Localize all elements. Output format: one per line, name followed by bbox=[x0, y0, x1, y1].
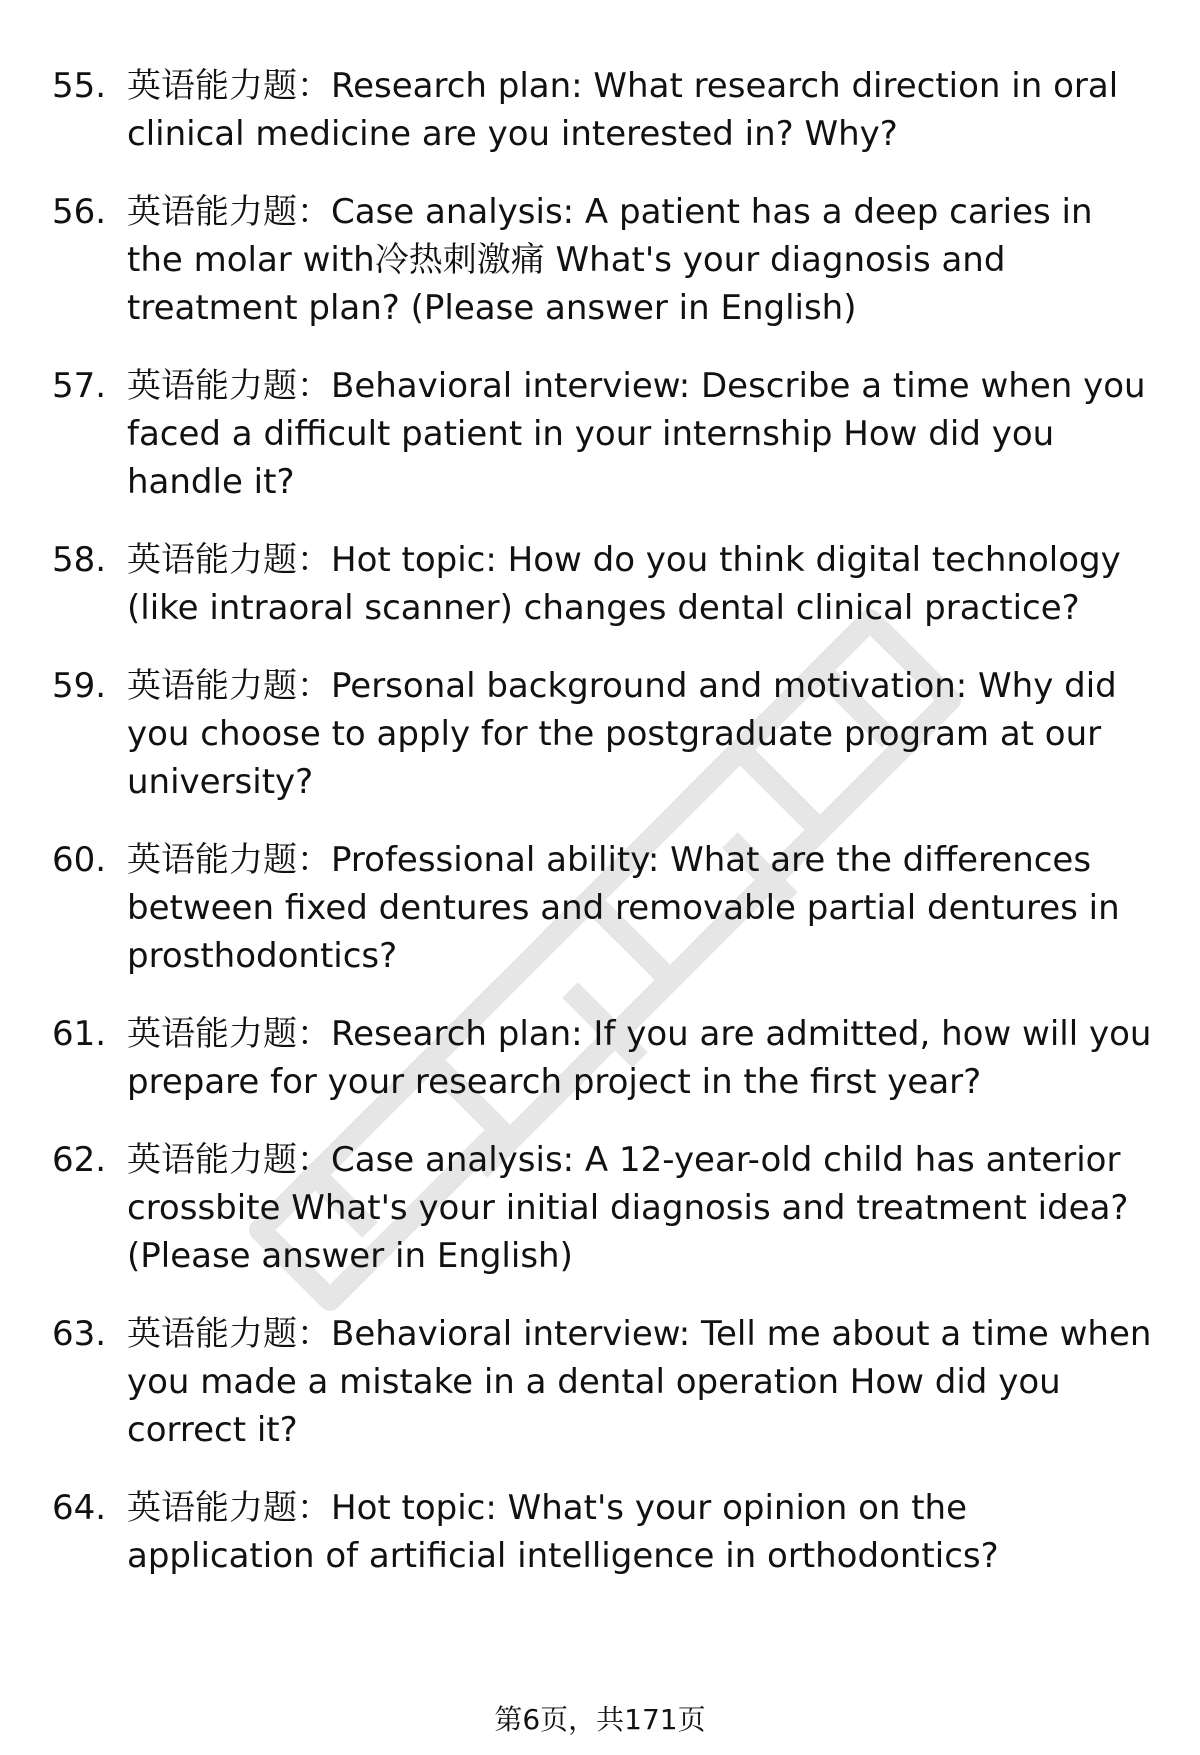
question-text: 英语能力题：Behavioral interview: Tell me about a time when you made a mistake in a dental operation How did you correct it? bbox=[127, 1314, 1152, 1450]
question-number: 63. bbox=[52, 1314, 107, 1354]
question-text: 英语能力题：Case analysis: A 12-year-old child has anterior crossbite What's your initial diagnosis and treatment idea? (Please answer in English) bbox=[127, 1140, 1129, 1276]
question-item bbox=[0, 62, 1200, 158]
question-item bbox=[0, 1010, 1200, 1106]
question-item bbox=[0, 1136, 1200, 1280]
question-item bbox=[0, 836, 1200, 980]
question-text: 英语能力题：Personal background and motivation: Why did you choose to apply for the postgraduate program at our university? bbox=[127, 666, 1117, 802]
question-number: 61. bbox=[52, 1014, 107, 1054]
question-text: 英语能力题：Behavioral interview: Describe a time when you faced a difficult patient in your internship How did you handle it? bbox=[127, 366, 1146, 502]
question-text: 英语能力题：Hot topic: What's your opinion on the application of artificial intelligence in orthodontics? bbox=[127, 1488, 999, 1576]
question-item bbox=[0, 662, 1200, 806]
question-number: 59. bbox=[52, 666, 107, 706]
question-text: 英语能力题：Research plan: If you are admitted, how will you prepare for your research project in the first year? bbox=[127, 1014, 1152, 1102]
question-list bbox=[0, 62, 1200, 1610]
question-item bbox=[0, 362, 1200, 506]
question-text: 英语能力题：Professional ability: What are the differences between fixed dentures and removable partial dentures in prosthodontics? bbox=[127, 840, 1120, 976]
question-number: 64. bbox=[52, 1488, 107, 1528]
question-number: 62. bbox=[52, 1140, 107, 1180]
question-number: 58. bbox=[52, 540, 107, 580]
question-number: 57. bbox=[52, 366, 107, 406]
question-item bbox=[0, 536, 1200, 632]
question-item bbox=[0, 1484, 1200, 1580]
question-number: 60. bbox=[52, 840, 107, 880]
question-text: 英语能力题：Case analysis: A patient has a deep caries in the molar with冷热刺激痛 What's your diagnosis and treatment plan? (Please answer in English) bbox=[127, 192, 1093, 328]
question-number: 56. bbox=[52, 192, 107, 232]
question-item bbox=[0, 1310, 1200, 1454]
question-text: 英语能力题：Research plan: What research direction in oral clinical medicine are you interested in? Why? bbox=[127, 66, 1119, 154]
page-footer: 第6页，共171页 bbox=[494, 1703, 706, 1736]
question-number: 55. bbox=[52, 66, 107, 106]
question-item bbox=[0, 188, 1200, 332]
question-text: 英语能力题：Hot topic: How do you think digital technology (like intraoral scanner) changes dental clinical practice? bbox=[127, 540, 1121, 628]
